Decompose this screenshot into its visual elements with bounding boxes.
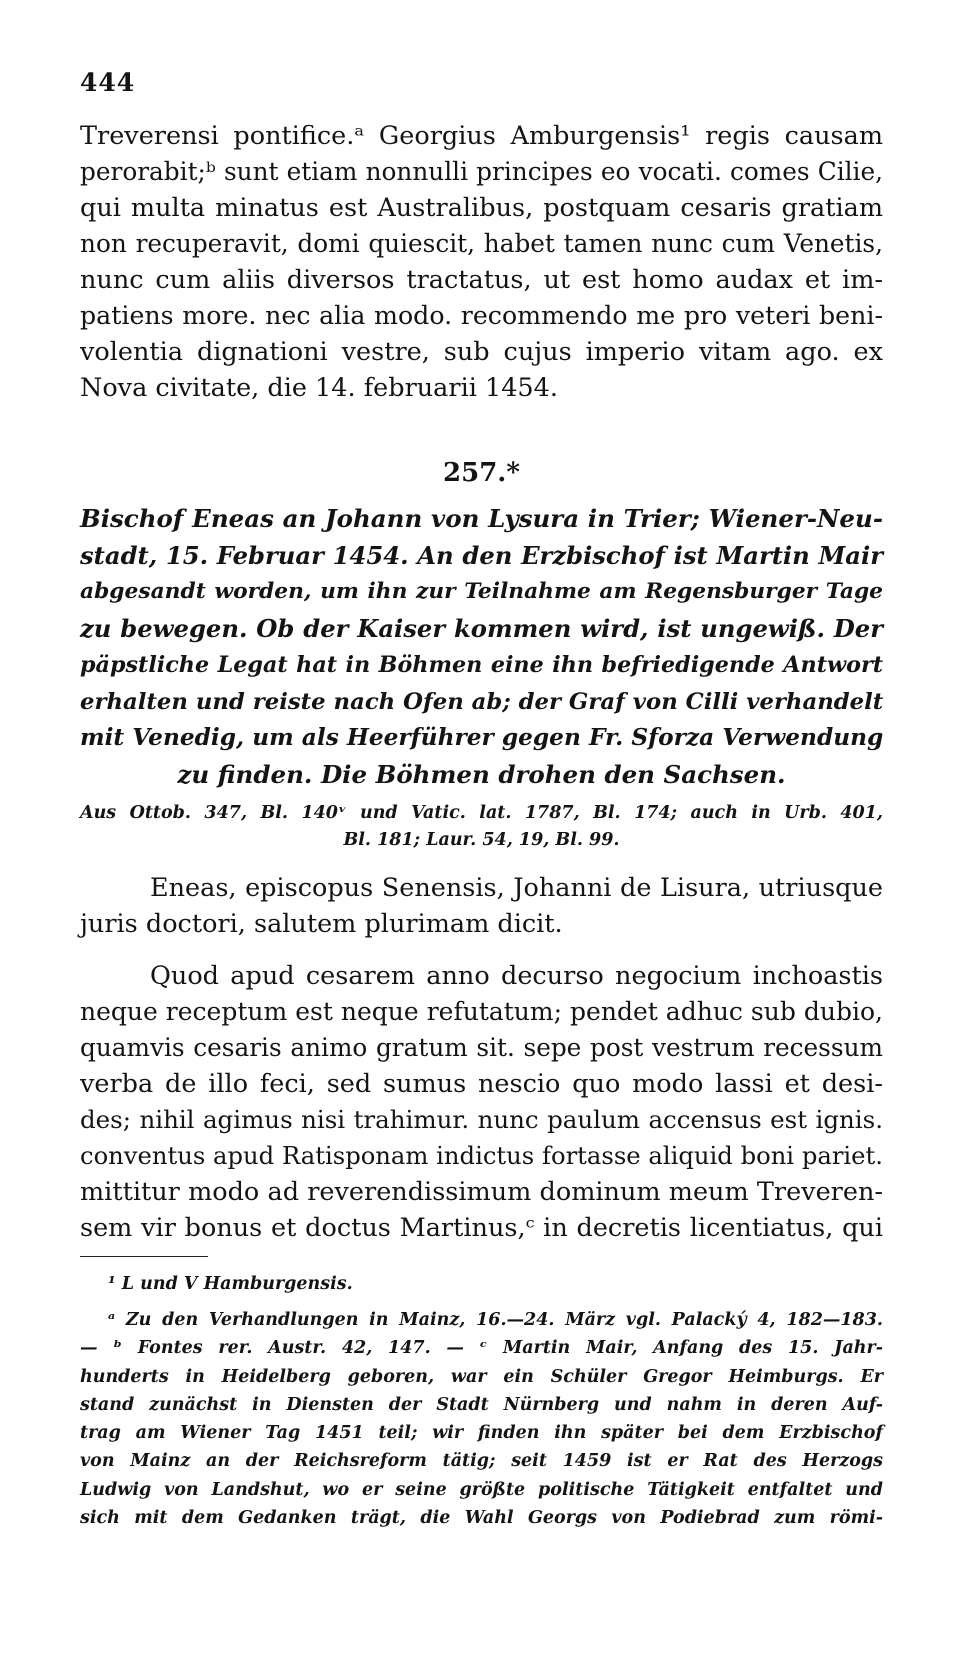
text-line: des; nihil agimus nisi trahimur. nunc paulum accensus est ignis. [80,1105,883,1134]
source-line: Bl. 181; Laur. 54, 19, Bl. 99. [343,830,620,850]
text-line: mittitur modo ad reverendissimum dominum meum Treveren- [80,1177,883,1207]
summary-line: Bischof Eneas an Johann von Lysura in Trier; Wiener-Neu- [80,504,883,533]
page-number: 444 [80,68,136,97]
text-line: neque receptum est neque refutatum; pendet adhuc sub dubio, [80,997,883,1026]
text-line: nunc cum aliis diversos tractatus, ut est homo audax et im- [80,265,883,295]
text-line: perorabit;ᵇ sunt etiam nonnulli principes eo vocati. comes Cilie, [80,157,883,186]
text-line: Treverensi pontifice.ᵃ Georgius Amburgensis¹ regis causam [80,121,883,151]
text-line: quamvis cesaris animo gratum sit. sepe post vestrum recessum [80,1033,883,1062]
text-line: non recuperavit, domi quiescit, habet tamen nunc cum Venetis, [80,229,883,258]
source-line: Aus Ottob. 347, Bl. 140ᵛ und Vatic. lat. 1787, Bl. 174; auch in Urb. 401, [80,803,883,823]
footnote-line: ¹ L und V Hamburgensis. [108,1274,353,1294]
footnote-line: sich mit dem Gedanken trägt, die Wahl Georgs von Podiebrad zum römi- [80,1508,883,1529]
footnote-divider [80,1256,208,1257]
continuation-text [80,118,883,406]
text-line: juris doctori, salutem plurimam dicit. [80,909,563,939]
footnote-line: — ᵇ Fontes rer. Austr. 42, 147. — ᶜ Martin Mair, Anfang des 15. Jahr- [80,1338,883,1359]
text-line: qui multa minatus est Australibus, postquam cesaris gratiam [80,193,883,223]
footnotes-lettered [80,1306,883,1532]
text-line: patiens more. nec alia modo. recommendo me pro veteri beni- [80,301,883,330]
summary-line: zu finden. Die Böhmen drohen den Sachsen. [177,759,786,789]
manuscript-source [80,800,883,854]
text-line: verba de illo feci, sed sumus nescio quo modo lassi et desi- [80,1069,883,1099]
summary-line: abgesandt worden, um ihn zur Teilnahme am Regensburger Tage [80,579,883,604]
footnote-line: hunderts in Heidelberg geboren, war ein Schüler Gregor Heimburgs. Er [80,1366,883,1387]
salutation [80,870,883,942]
summary-line: mit Venedig, um als Heerführer gegen Fr. Sforza Verwendung [80,724,884,751]
text-line: volentia dignationi vestre, sub cujus imperio vitam ago. ex [80,337,883,367]
summary-line: päpstliche Legat hat in Böhmen eine ihn befriedigende Antwort [80,652,883,678]
letter-number-heading: 257.* [443,458,520,488]
footnote-line: trag am Wiener Tag 1451 teil; wir finden ihn später bei dem Erzbischof [80,1423,883,1444]
text-line: conventus apud Ratisponam indictus fortasse aliquid boni pariet. [80,1141,883,1170]
text-line: Nova civitate, die 14. februarii 1454. [80,373,558,403]
footnote-numeric [80,1270,883,1298]
text-line: sem vir bonus et doctus Martinus,ᶜ in decretis licentiatus, qui [80,1213,883,1243]
summary-line: erhalten und reiste nach Ofen ab; der Graf von Cilli verhandelt [80,688,884,715]
letter-summary [80,501,883,793]
footnote-line: stand zunächst in Diensten der Stadt Nürnberg und nahm in deren Auf- [80,1394,883,1415]
text-line: Quod apud cesarem anno decurso negocium inchoastis [150,961,883,991]
footnote-line: Ludwig von Landshut, wo er seine größte politische Tätigkeit entfaltet und [80,1479,883,1500]
text-line: Eneas, episcopus Senensis, Johanni de Lisura, utriusque [150,873,883,903]
summary-line: stadt, 15. Februar 1454. An den Erzbischof ist Martin Mair [80,540,883,570]
letter-body [80,958,883,1246]
footnote-line: von Mainz an der Reichsreform tätig; seit 1459 ist er Rat des Herzogs [80,1451,883,1472]
summary-line: zu bewegen. Ob der Kaiser kommen wird, ist ungewiß. Der [80,613,883,643]
footnote-line: ᵃ Zu den Verhandlungen in Mainz, 16.—24. März vgl. Palacký 4, 182—183. [108,1310,883,1330]
